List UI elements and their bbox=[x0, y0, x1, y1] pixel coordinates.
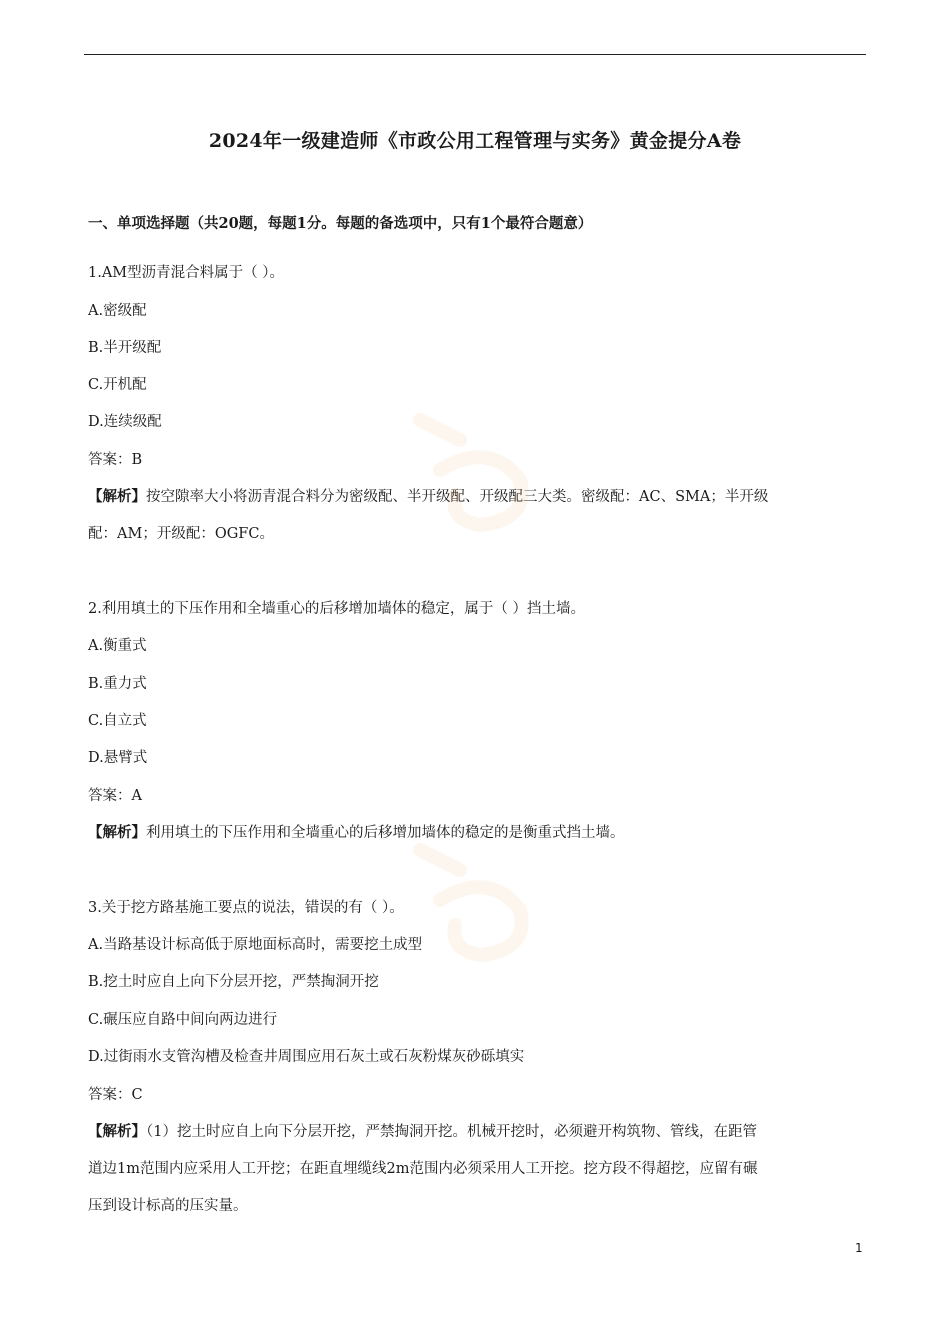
question-1-analysis bbox=[88, 485, 768, 506]
question-1-option-c: C.开机配 bbox=[88, 377, 147, 393]
question-3-option-c: C.碾压应自路中间向两边进行 bbox=[88, 1012, 278, 1028]
question-1-answer: 答案：B bbox=[88, 452, 143, 468]
question-3-option-a: A.当路基设计标高低于原地面标高时，需要挖土成型 bbox=[88, 937, 423, 953]
question-1-option-b: B.半开级配 bbox=[88, 340, 162, 356]
question-2-option-c: C.自立式 bbox=[88, 713, 147, 729]
watermark-logo-icon bbox=[400, 830, 550, 970]
section-heading: 一、单项选择题（共20题，每题1分。每题的备选项中，只有1个最符合题意） bbox=[88, 215, 593, 232]
analysis-tag: 【解析】 bbox=[88, 488, 146, 505]
analysis-tag: 【解析】 bbox=[88, 1123, 146, 1140]
question-3-answer: 答案：C bbox=[88, 1087, 143, 1103]
question-1-analysis-cont: 配：AM；开级配：OGFC。 bbox=[88, 526, 274, 542]
question-2-answer: 答案：A bbox=[88, 788, 142, 804]
question-1-option-a: A.密级配 bbox=[88, 303, 147, 319]
question-3-analysis bbox=[88, 1120, 757, 1141]
document-title: 2024年一级建造师《市政公用工程管理与实务》黄金提分A卷 bbox=[208, 130, 742, 152]
analysis-text: （1）挖土时应自上向下分层开挖，严禁掏洞开挖。机械开挖时，必须避开构筑物、管线，在距管 bbox=[146, 1124, 757, 1140]
watermark-logo-icon bbox=[400, 400, 550, 540]
question-2-option-a: A.衡重式 bbox=[88, 638, 147, 654]
page-number: 1 bbox=[855, 1241, 863, 1255]
question-2-stem: 2.利用填土的下压作用和全墙重心的后移增加墙体的稳定，属于（ ）挡土墙。 bbox=[88, 601, 585, 617]
question-3-option-b: B.挖土时应自上向下分层开挖，严禁掏洞开挖 bbox=[88, 974, 379, 990]
analysis-tag: 【解析】 bbox=[88, 824, 146, 841]
question-2-analysis bbox=[88, 821, 625, 842]
question-1-option-d: D.连续级配 bbox=[88, 414, 162, 430]
question-3-stem: 3.关于挖方路基施工要点的说法，错误的有（ ）。 bbox=[88, 900, 404, 916]
analysis-text: 按空隙率大小将沥青混合料分为密级配、半开级配、开级配三大类。密级配：AC、SMA；半开级 bbox=[146, 489, 769, 505]
question-3-option-d: D.过街雨水支管沟槽及检查井周围应用石灰土或石灰粉煤灰砂砾填实 bbox=[88, 1049, 525, 1065]
question-2-option-d: D.悬臂式 bbox=[88, 750, 148, 766]
question-3-analysis-cont-2: 压到设计标高的压实量。 bbox=[88, 1198, 248, 1214]
header-rule bbox=[84, 54, 866, 55]
analysis-text: 利用填土的下压作用和全墙重心的后移增加墙体的稳定的是衡重式挡土墙。 bbox=[146, 825, 625, 841]
question-1-stem: 1.AM型沥青混合料属于（ ）。 bbox=[88, 265, 285, 281]
question-2-option-b: B.重力式 bbox=[88, 676, 147, 692]
question-3-analysis-cont-1: 道边1m范围内应采用人工开挖；在距直埋缆线2m范围内必须采用人工开挖。挖方段不得超挖，应留有碾 bbox=[88, 1161, 758, 1177]
